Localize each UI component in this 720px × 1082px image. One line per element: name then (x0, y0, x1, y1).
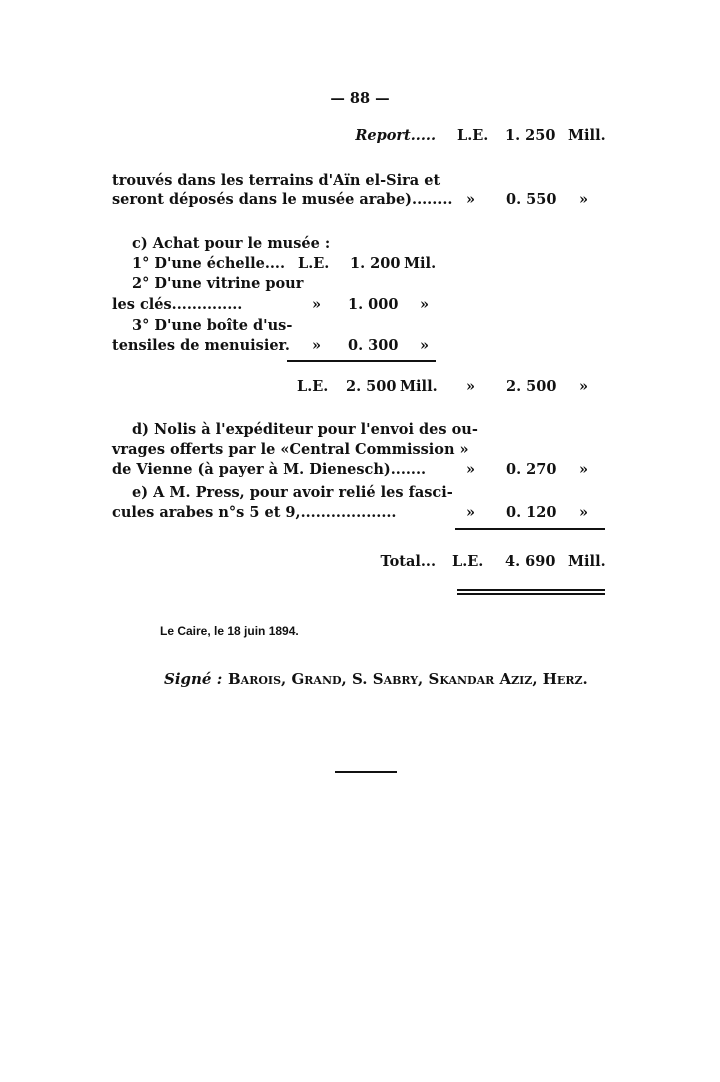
entry-b-line1: trouvés dans les terrains d'Aïn el-Sira et (112, 172, 441, 189)
signature-label: Signé : (164, 670, 223, 688)
entry-c-subtotal-currency: L.E. (297, 378, 329, 395)
signature-names: Barois, Grand, S. Sabry, Skandar Aziz, Herz. (228, 670, 588, 688)
report-amount: 1. 250 (505, 127, 556, 144)
report-currency: L.E. (457, 127, 489, 144)
entry-c-item1-text: 1° D'une échelle.... (132, 255, 286, 272)
total-double-rule-bottom (457, 593, 605, 595)
entry-d-ditto: » (466, 461, 476, 478)
entry-e-line1: e) A M. Press, pour avoir relié les fasci- (132, 484, 453, 501)
total-currency: L.E. (452, 553, 484, 570)
entry-c-item1-currency: L.E. (298, 255, 330, 272)
report-label: Report..... (355, 127, 436, 144)
entry-c-item3-ditto: » (312, 337, 322, 354)
entry-b-ditto: » (466, 191, 476, 208)
page-number: — 88 — (330, 90, 390, 107)
entry-b-ditto2: » (579, 191, 589, 208)
place-date: Le Caire, le 18 juin 1894. (160, 624, 299, 638)
entry-e-ditto: » (466, 504, 476, 521)
total-unit: Mill. (568, 553, 606, 570)
entry-d-line1: d) Nolis à l'expéditeur pour l'envoi des ou- (132, 421, 478, 438)
entry-c-item2-ditto: » (312, 296, 322, 313)
entry-c-col-amount: 2. 500 (506, 378, 557, 395)
entry-d-line3: de Vienne (à payer à M. Dienesch)....... (112, 461, 427, 478)
entry-e-amount: 0. 120 (506, 504, 557, 521)
entry-c-item2-line1: 2° D'une vitrine pour (132, 275, 304, 292)
subtotal-rule (287, 360, 436, 362)
entry-c-item1-amount: 1. 200 (350, 255, 401, 272)
entry-c-item2-amount: 1. 000 (348, 296, 399, 313)
entry-c-col-ditto2: » (579, 378, 589, 395)
entry-d-ditto2: » (579, 461, 589, 478)
entry-c-subtotal-amount: 2. 500 (346, 378, 397, 395)
entry-d-amount: 0. 270 (506, 461, 557, 478)
total-amount: 4. 690 (505, 553, 556, 570)
entry-b-amount: 0. 550 (506, 191, 557, 208)
entry-c-item3-line2: tensiles de menuisier. (112, 337, 290, 354)
entry-c-item3-ditto2: » (420, 337, 430, 354)
entry-c-item2-line2: les clés.............. (112, 296, 243, 313)
entry-c-heading: c) Achat pour le musée : (132, 235, 331, 252)
closing-rule (335, 771, 397, 773)
total-rule (455, 528, 605, 530)
entry-c-col-ditto: » (466, 378, 476, 395)
total-double-rule-top (457, 589, 605, 591)
entry-e-line2: cules arabes n°s 5 et 9,................... (112, 504, 397, 521)
entry-c-item2-ditto2: » (420, 296, 430, 313)
total-label: Total... (380, 553, 436, 570)
entry-e-ditto2: » (579, 504, 589, 521)
entry-c-item3-amount: 0. 300 (348, 337, 399, 354)
entry-b-line2: seront déposés dans le musée arabe)........ (112, 191, 453, 208)
entry-d-line2: vrages offerts par le «Central Commission » (112, 441, 469, 458)
report-unit: Mill. (568, 127, 606, 144)
entry-c-item1-unit: Mil. (404, 255, 437, 272)
entry-c-item3-line1: 3° D'une boîte d'us- (132, 317, 293, 334)
entry-c-subtotal-unit: Mill. (400, 378, 438, 395)
